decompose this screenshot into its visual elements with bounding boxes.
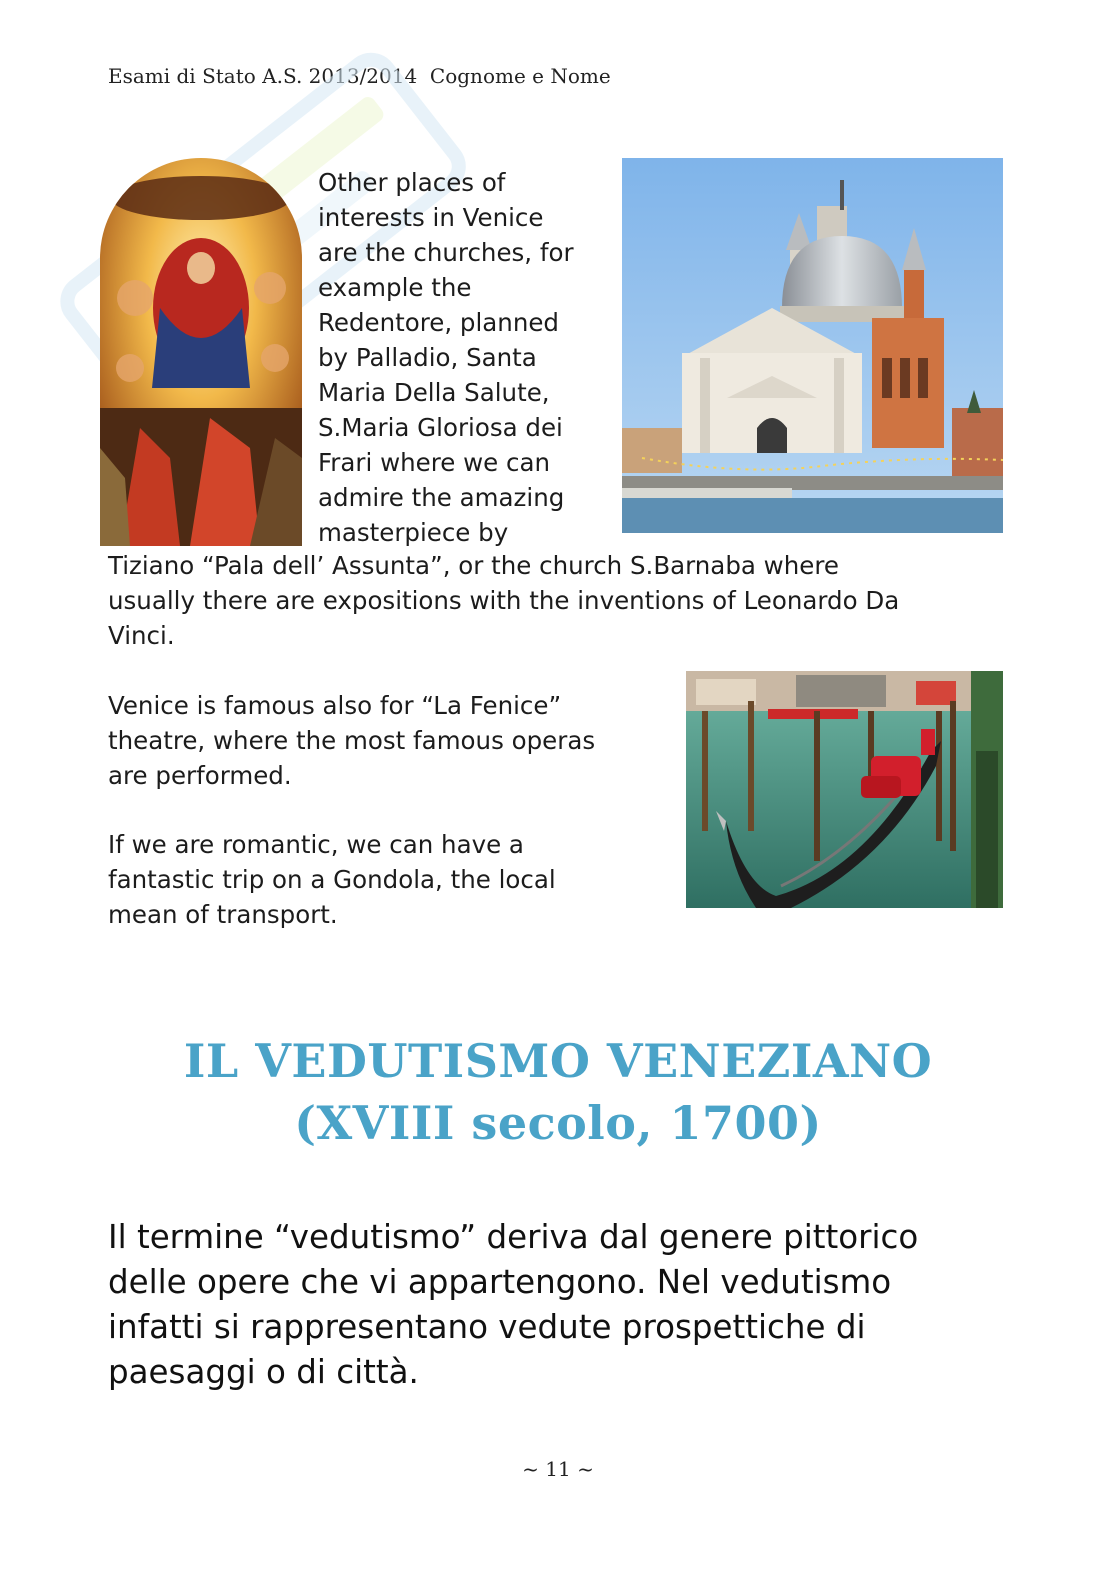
text-line: Il termine “vedutismo” deriva dal genere pittorico [108,1218,919,1256]
text-line: S.Maria Gloriosa dei [318,413,563,442]
text-line: Frari where we can [318,448,551,477]
text-line: example the [318,273,472,302]
text-line: mean of transport. [108,900,338,929]
page-header: Esami di Stato A.S. 2013/2014 Cognome e Nome [108,64,611,88]
text-line: are performed. [108,761,292,790]
text-line: infatti si rappresentano vedute prospettiche di [108,1308,866,1346]
text-line: Tiziano “Pala dell’ Assunta”, or the church S.Barnaba where [108,551,839,580]
churches-paragraph-continuation [108,548,899,653]
text-line: admire the amazing [318,483,565,512]
text-line: Other places of [318,168,506,197]
heading-line-2: (XVIII secolo, 1700) [294,1096,822,1150]
text-line: usually there are expositions with the inventions of Leonardo Da [108,586,900,615]
text-line: masterpiece by [318,518,509,547]
text-line: fantastic trip on a Gondola, the local [108,865,556,894]
text-line: by Palladio, Santa [318,343,537,372]
text-line: Redentore, planned [318,308,559,337]
gondola-paragraph [108,827,556,932]
section-heading [0,1030,1116,1154]
redentore-church-image [622,158,1003,533]
text-line: are the churches, for [318,238,574,267]
text-line: delle opere che vi appartengono. Nel vedutismo [108,1263,892,1301]
text-line: Venice is famous also for “La Fenice” [108,691,562,720]
text-line: theatre, where the most famous operas [108,726,596,755]
text-line: Maria Della Salute, [318,378,550,407]
assunta-painting-image [100,158,302,546]
gondola-image [686,671,1003,908]
text-line: interests in Venice [318,203,544,232]
text-line: If we are romantic, we can have a [108,830,524,859]
vedutismo-intro-paragraph [108,1215,918,1395]
page-number: ~ 11 ~ [522,1457,594,1481]
text-line: Vinci. [108,621,175,650]
fenice-paragraph [108,688,595,793]
churches-paragraph-wrapped [318,165,574,550]
heading-line-1: IL VEDUTISMO VENEZIANO [183,1034,933,1088]
text-line: paesaggi o di città. [108,1353,419,1391]
